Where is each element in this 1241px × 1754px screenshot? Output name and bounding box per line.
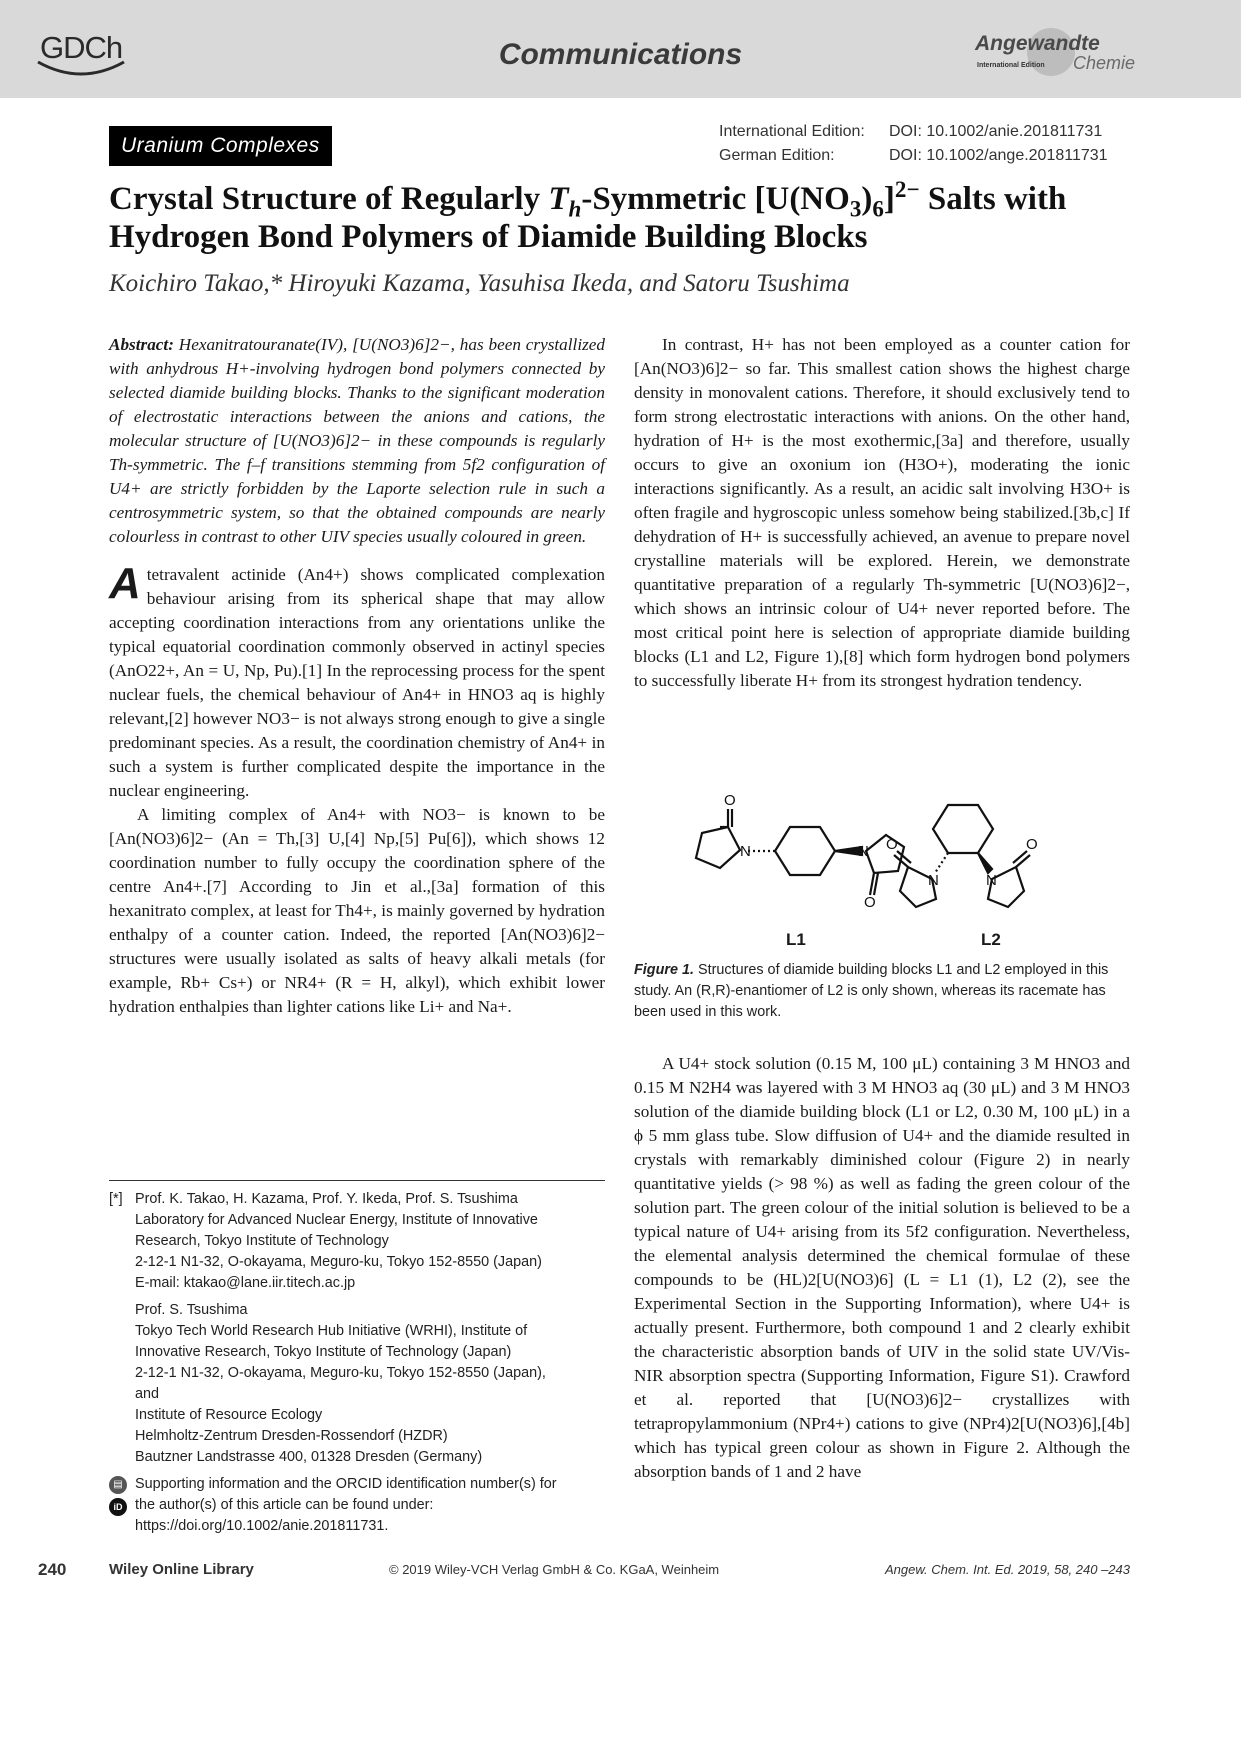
affiliation-line: 2-12-1 N1-32, O-okayama, Meguro-ku, Tokyo 152-8550 (Japan)	[135, 1254, 542, 1270]
atom-o: O	[724, 795, 736, 809]
l2-carbonyl-bond-2	[897, 851, 911, 863]
right-column-lower	[634, 1052, 1130, 1484]
atom-n: N	[858, 843, 869, 860]
l2-structure	[894, 805, 1030, 907]
affiliation-line: 2-12-1 N1-32, O-okayama, Meguro-ku, Tokyo 152-8550 (Japan),	[135, 1365, 546, 1381]
doi-block	[719, 120, 1129, 168]
atom-o: O	[886, 836, 898, 853]
figure-label-l1: L1	[786, 930, 806, 949]
abstract-label: Abstract:	[109, 335, 174, 354]
citation: Angew. Chem. Int. Ed. 2019, 58, 240 –243	[884, 1562, 1130, 1577]
body-paragraph-4: A U4+ stock solution (0.15 M, 100 μL) containing 3 M HNO3 and 0.15 M N2H4 was layered with 3 M HNO3 aq (30 μL) and 3 M HNO3 solution of the diamide building block (L1 or L2, 0.30 M, 100 μL) in a ϕ 5 mm glass tube. Slow diffusion of U4+ and the diamide resulted in crystals with remarkably diminished colour (Figure 2) in nearly quantitative yields (> 98 %) as well as fading the green colour of the solution part. The green colour of the initial solution is believed to be a typical nature of U4+ arising from its 5f2 configuration. Nevertheless, the elemental analysis determined the chemical formulae of these compounds to be (HL)2[U(NO3)6] (L = L1 (1), L2 (2), see the Experimental Section in the Supporting Information), where U4+ is actually present. Furthermore, both compound 1 and 2 clearly exhibit the characteristic absorption bands of UIV in the solid state UV/Vis-NIR absorption spectra (Supporting Information, Figure S1). Crawford et al. reported that [U(NO3)6]2− crystallizes with tetrapropylammonium (NPr4+) cations to give (NPr4)2[U(NO3)6],[4b] which has typical green colour as shown in Figure 2. Although the absorption bands of 1 and 2 have	[634, 1054, 1130, 1481]
si-doi-link[interactable]: https://doi.org/10.1002/anie.201811731.	[135, 1518, 389, 1534]
doi-german-label: German Edition:	[719, 147, 835, 164]
figure-1-number: Figure 1.	[634, 962, 694, 978]
si-line: Supporting information and the ORCID identification number(s) for	[135, 1476, 557, 1492]
l2-carbonyl-bond-3	[1016, 855, 1030, 867]
affiliation-line: Bautzner Landstrasse 400, 01328 Dresden (Germany)	[135, 1449, 483, 1465]
affiliation-line: Prof. K. Takao, H. Kazama, Prof. Y. Ikeda, Prof. S. Tsushima	[135, 1191, 518, 1207]
section-title: Communications	[498, 38, 743, 71]
intro-paragraph	[109, 559, 605, 803]
affiliation-line: Prof. S. Tsushima	[135, 1302, 248, 1318]
doi-intl-label: International Edition:	[719, 123, 865, 140]
l2-hashed-bond	[935, 853, 948, 873]
l1-carbonyl-bond-3	[870, 873, 874, 895]
affiliation-email[interactable]: E-mail: ktakao@lane.iir.titech.ac.jp	[135, 1275, 356, 1291]
affiliation-line: Laboratory for Advanced Nuclear Energy, Institute of Innovative	[135, 1212, 538, 1228]
journal-logo-name: Angewandte	[975, 32, 1100, 55]
l1-pyrrolidone-right	[866, 835, 904, 873]
atom-n: N	[986, 872, 997, 889]
right-column	[634, 333, 1130, 693]
affiliation-primary	[109, 1189, 605, 1468]
doi-intl-link[interactable]: DOI: 10.1002/anie.201811731	[889, 123, 1103, 140]
gdch-logo-text: GDCh	[40, 30, 123, 65]
wiley-online-library-link[interactable]: Wiley Online Library	[109, 1561, 254, 1578]
l1-structure	[696, 809, 904, 895]
l1-cyclohexane	[775, 827, 835, 875]
journal-logo-edition: International Edition	[977, 62, 1045, 69]
doi-german-link[interactable]: DOI: 10.1002/ange.201811731	[889, 147, 1108, 164]
figure-1-structures	[680, 795, 1100, 955]
body-paragraph-3: In contrast, H+ has not been employed as a counter cation for [An(NO3)6]2− so far. This smallest cation shows the highest charge density in monovalent cations. Therefore, it should exclusively tend to form strong electrostatic interactions with anions. On the other hand, hydration of H+ is the most exothermic,[3a] and therefore, usually occurs to give an oxonium ion (H3O+), moderating the ionic interactions significantly. As a result, an acidic salt involving H3O+ is often fragile and hygroscopic unless somehow being stabilized.[3b,c] If dehydration of H+ is successfully achieved, an avenue to prepare novel crystalline materials will be explored. Herein, we demonstrate quantitative preparation of a regularly Th-symmetric [U(NO3)6]2−, which shows an intrinsic colour of U4+ never reported before. The most critical point here is selection of appropriate diamide building blocks (L1 and L2, Figure 1),[8] which form hydrogen bond polymers to successfully liberate H+ from its strongest hydration tendency.	[634, 335, 1130, 690]
affiliation-line: Research, Tokyo Institute of Technology	[135, 1233, 389, 1249]
figure-1-caption-text: Structures of diamide building blocks L1 and L2 employed in this study. An (R,R)-enantiomer of L2 is only shown, whereas its racemate has been used in this work.	[634, 962, 1109, 1020]
journal-logo	[965, 26, 1145, 80]
affiliation-line: Tokyo Tech World Research Hub Initiative (WRHI), Institute of	[135, 1323, 528, 1339]
authors: Koichiro Takao,* Hiroyuki Kazama, Yasuhisa Ikeda, and Satoru Tsushima	[109, 270, 850, 297]
paper-title: Crystal Structure of Regularly $T_h$-Symmetric $[U(NO_3)_6]^{2-}$ Salts with Hydrogen Bond Polymers of Diamide Building Blocks	[109, 176, 1067, 255]
affiliation-mark: [*]	[109, 1191, 123, 1207]
page-number: 240	[38, 1560, 67, 1579]
l2-wedge-bond	[978, 853, 992, 873]
l1-carbonyl-bond-4	[874, 873, 878, 895]
header-bar	[0, 0, 1241, 98]
orcid-icon: iD	[109, 1498, 127, 1516]
affiliation-line: Institute of Resource Ecology	[135, 1407, 323, 1423]
page-footer	[0, 1560, 1241, 1590]
l2-cyclohexane	[933, 805, 993, 853]
body-paragraph-2: A limiting complex of An4+ with NO3− is known to be [An(NO3)6]2− (An = Th,[3] U,[4] Np,[5] Pu[6]), which shows 12 coordination number to fully occupy the coordination sphere of the centre An4+.[7] According to Jin et al.,[3a] formation of this hexanitrato complex, at least for Th4+, is mainly governed by hydration enthalpy of a counter cation. Indeed, the reported [An(NO3)6]2− structures were usually isolated as salts of heavy alkali metals (for example, Rb+ Cs+) or NR4+ (R = H, alkyl), which exhibit lower hydration enthalpies than lighter cations like Li+ and Na+.	[109, 805, 605, 1016]
abstract	[109, 333, 605, 549]
si-line: the author(s) of this article can be found under:	[135, 1497, 434, 1513]
atom-labels	[724, 795, 1038, 911]
figure-label-l2: L2	[981, 930, 1001, 949]
doi-international	[719, 120, 1129, 144]
atom-o: O	[1026, 836, 1038, 853]
intro-text: tetravalent actinide (An4+) shows complicated complexation behaviour arising from its spherical shape that may allow accepting coordination interactions from any orientations unlike the typical equatorial coordination commonly observed in actinyl species (AnO22+, An = U, Np, Pu).[1] In the reprocessing process for the spent nuclear fuels, the chemical behaviour of An4+ in HNO3 aq is highly relevant,[2] however NO3− is not always strong enough to give a single predominant species. As a result, the coordination chemistry of An4+ in such a system is further complicated despite the importance in the nuclear engineering.	[109, 565, 605, 800]
supporting-info-note	[109, 1474, 605, 1537]
copyright: © 2019 Wiley-VCH Verlag GmbH & Co. KGaA, Weinheim	[389, 1562, 720, 1577]
affiliations	[109, 1180, 605, 1537]
figure-1-caption	[634, 960, 1130, 1023]
affiliation-line: Helmholtz-Zentrum Dresden-Rossendorf (HZDR)	[135, 1428, 448, 1444]
document-icon: ▤	[109, 1476, 127, 1494]
atom-n: N	[740, 843, 751, 860]
si-icons	[109, 1476, 131, 1516]
l2-carbonyl-bond-4	[1013, 851, 1027, 863]
affiliation-line: and	[135, 1386, 160, 1402]
atom-o: O	[864, 894, 876, 911]
left-column	[109, 333, 605, 1019]
l1-pyrrolidone-left	[696, 827, 740, 868]
dropcap: A	[109, 559, 141, 608]
category-badge: Uranium Complexes	[109, 126, 332, 166]
abstract-text: Hexanitratouranate(IV), [U(NO3)6]2−, has been crystallized with anhydrous H+-involving hydrogen bond polymers connected by selected diamide building blocks. Thanks to the significant moderation of electrostatic interactions between the anions and cations, the molecular structure of [U(NO3)6]2− in these compounds is regularly Th-symmetric. The f–f transitions stemming from 5f2 configuration of U4+ are strictly forbidden by the Laporte selection rule in such a centrosymmetric system, so that the obtained compounds are nearly colourless in contrast to other UIV species usually coloured in green.	[109, 335, 605, 546]
atom-n: N	[928, 872, 939, 889]
doi-german	[719, 144, 1129, 168]
affiliation-line: Innovative Research, Tokyo Institute of Technology (Japan)	[135, 1344, 512, 1360]
journal-logo-sub: Chemie	[1073, 53, 1136, 73]
